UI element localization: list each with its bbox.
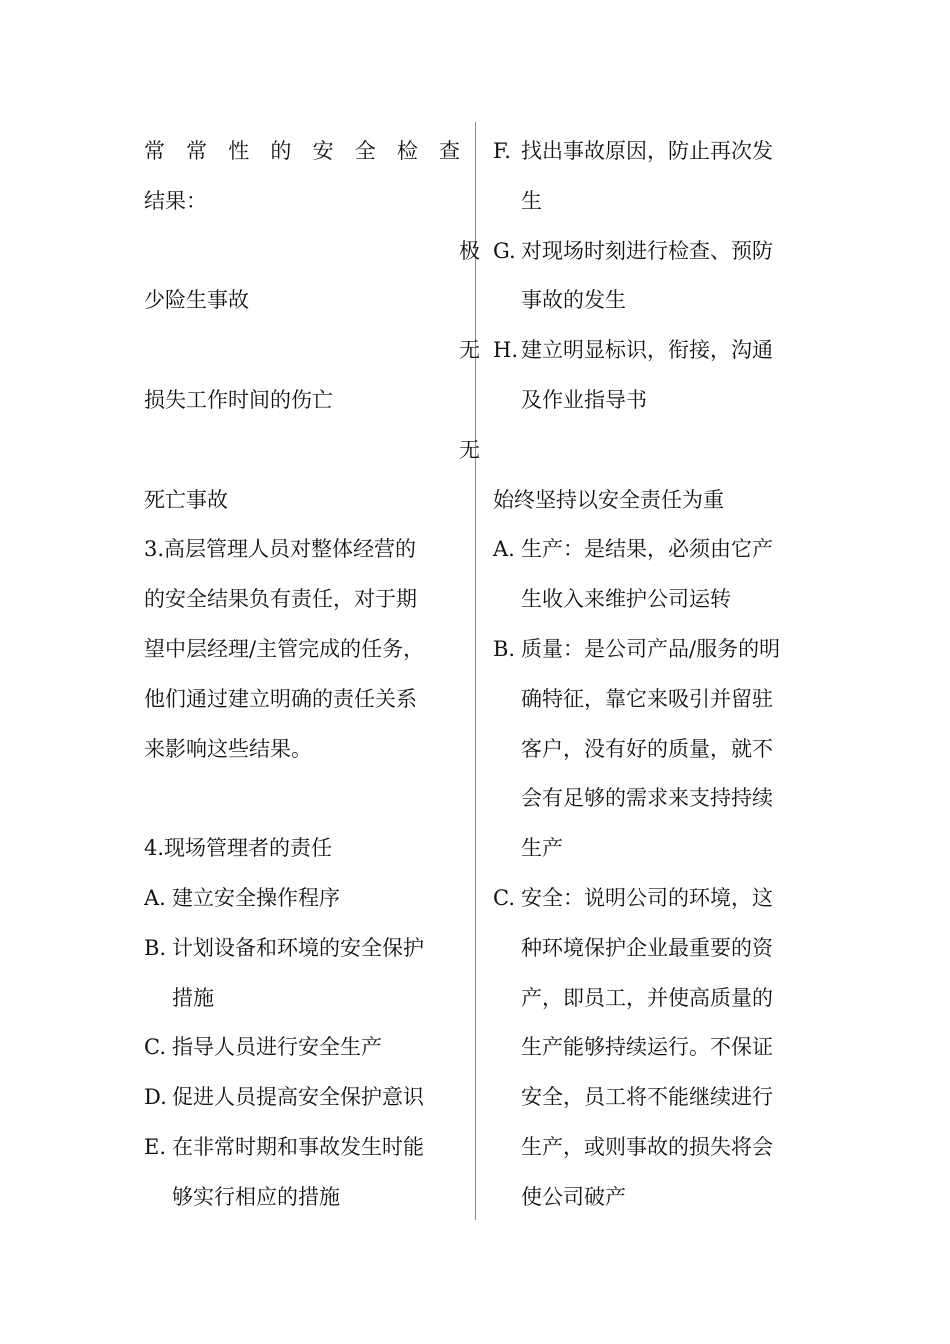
list-item — [144, 874, 460, 924]
item-marker: H. — [493, 338, 518, 363]
paragraph-line: 的安全结果负有责任，对于期 — [144, 587, 417, 612]
list-item — [144, 1123, 460, 1173]
list-item — [493, 625, 809, 675]
paragraph-line: 望中层经理/主管完成的任务， — [144, 636, 425, 661]
item-marker: E. — [144, 1134, 167, 1159]
result-3-label: 无 — [459, 437, 480, 462]
left-column — [144, 127, 480, 1223]
heading-char: 的 — [270, 139, 292, 163]
heading-char: 性 — [228, 139, 250, 163]
column-divider — [475, 122, 476, 1220]
item-text: 建立明显标识，衔接，沟通 — [521, 338, 773, 363]
blank-line — [144, 774, 460, 824]
item-continuation: 生产能够持续运行。不保证 — [521, 1035, 773, 1060]
result-2-label: 无 — [459, 338, 480, 363]
item-text: 找出事故原因，防止再次发 — [521, 139, 773, 163]
right-column — [493, 127, 809, 1223]
list-item — [493, 227, 809, 277]
list-item — [493, 326, 809, 376]
item-continuation: 使公司破产 — [521, 1184, 626, 1209]
paragraph-line: 3.高层管理人员对整体经营的 — [144, 537, 417, 562]
safety-check-heading — [144, 127, 460, 177]
list-item — [493, 525, 809, 575]
item-text: 指导人员进行安全生产 — [172, 1035, 382, 1060]
item-text: 在非常时期和事故发生时能 — [172, 1134, 424, 1159]
item-marker: C. — [144, 1035, 166, 1060]
item-marker: F. — [493, 139, 511, 163]
item-marker: G. — [493, 238, 516, 263]
item-continuation: 生收入来维护公司运转 — [521, 587, 731, 612]
heading-char: 检 — [396, 139, 418, 163]
item-continuation: 客户，没有好的质量，就不 — [521, 736, 773, 761]
item-marker: A. — [144, 885, 166, 910]
item-continuation: 确特征，靠它来吸引并留驻 — [521, 686, 773, 711]
item-continuation: 安全，员工将不能继续进行 — [521, 1085, 773, 1110]
heading-char: 全 — [354, 139, 376, 163]
item-marker: D. — [144, 1085, 167, 1110]
item-continuation: 种环境保护企业最重要的资 — [521, 935, 773, 960]
heading-line-2: 结果： — [144, 188, 207, 213]
heading-char: 查 — [438, 139, 460, 163]
paragraph-line: 来影响这些结果。 — [144, 736, 312, 761]
paragraph-3 — [144, 525, 460, 774]
item-text: 建立安全操作程序 — [172, 885, 340, 910]
item-marker: C. — [493, 885, 515, 910]
section-4-title: 4.现场管理者的责任 — [144, 836, 333, 861]
item-continuation: 措施 — [172, 985, 214, 1010]
item-text: 质量：是公司产品/服务的明 — [521, 636, 781, 661]
item-continuation: 生 — [521, 188, 542, 213]
item-text: 安全：说明公司的环境，这 — [521, 885, 773, 910]
item-continuation: 生产 — [521, 836, 563, 861]
blank-line — [493, 426, 809, 476]
heading-char: 安 — [312, 139, 334, 163]
result-2-text: 损失工作时间的伤亡 — [144, 387, 333, 412]
item-text: 对现场时刻进行检查、预防 — [521, 238, 773, 263]
item-text: 生产：是结果，必须由它产 — [521, 537, 773, 562]
result-1-label: 极 — [459, 238, 480, 263]
heading-char: 常 — [186, 139, 208, 163]
item-marker: B. — [493, 636, 516, 661]
item-continuation: 及作业指导书 — [521, 387, 647, 412]
list-item — [493, 127, 809, 177]
item-continuation: 生产，或则事故的损失将会 — [521, 1134, 773, 1159]
item-continuation: 会有足够的需求来支持持续 — [521, 786, 773, 811]
heading-char: 常 — [144, 139, 165, 163]
item-continuation: 事故的发生 — [521, 288, 626, 313]
result-1-text: 少险生事故 — [144, 288, 249, 313]
result-3-text: 死亡事故 — [144, 487, 228, 512]
list-item — [144, 1023, 460, 1073]
list-item — [493, 874, 809, 924]
item-marker: A. — [493, 537, 515, 562]
responsibility-list — [144, 874, 460, 1223]
principle-title: 始终坚持以安全责任为重 — [493, 487, 724, 512]
item-continuation: 产，即员工，并使高质量的 — [521, 985, 773, 1010]
item-text: 计划设备和环境的安全保护 — [172, 935, 424, 960]
list-item — [144, 924, 460, 974]
paragraph-line: 他们通过建立明确的责任关系 — [144, 686, 417, 711]
item-continuation: 够实行相应的措施 — [172, 1184, 340, 1209]
item-text: 促进人员提高安全保护意识 — [172, 1085, 424, 1110]
item-marker: B. — [144, 935, 167, 960]
list-item — [144, 1073, 460, 1123]
